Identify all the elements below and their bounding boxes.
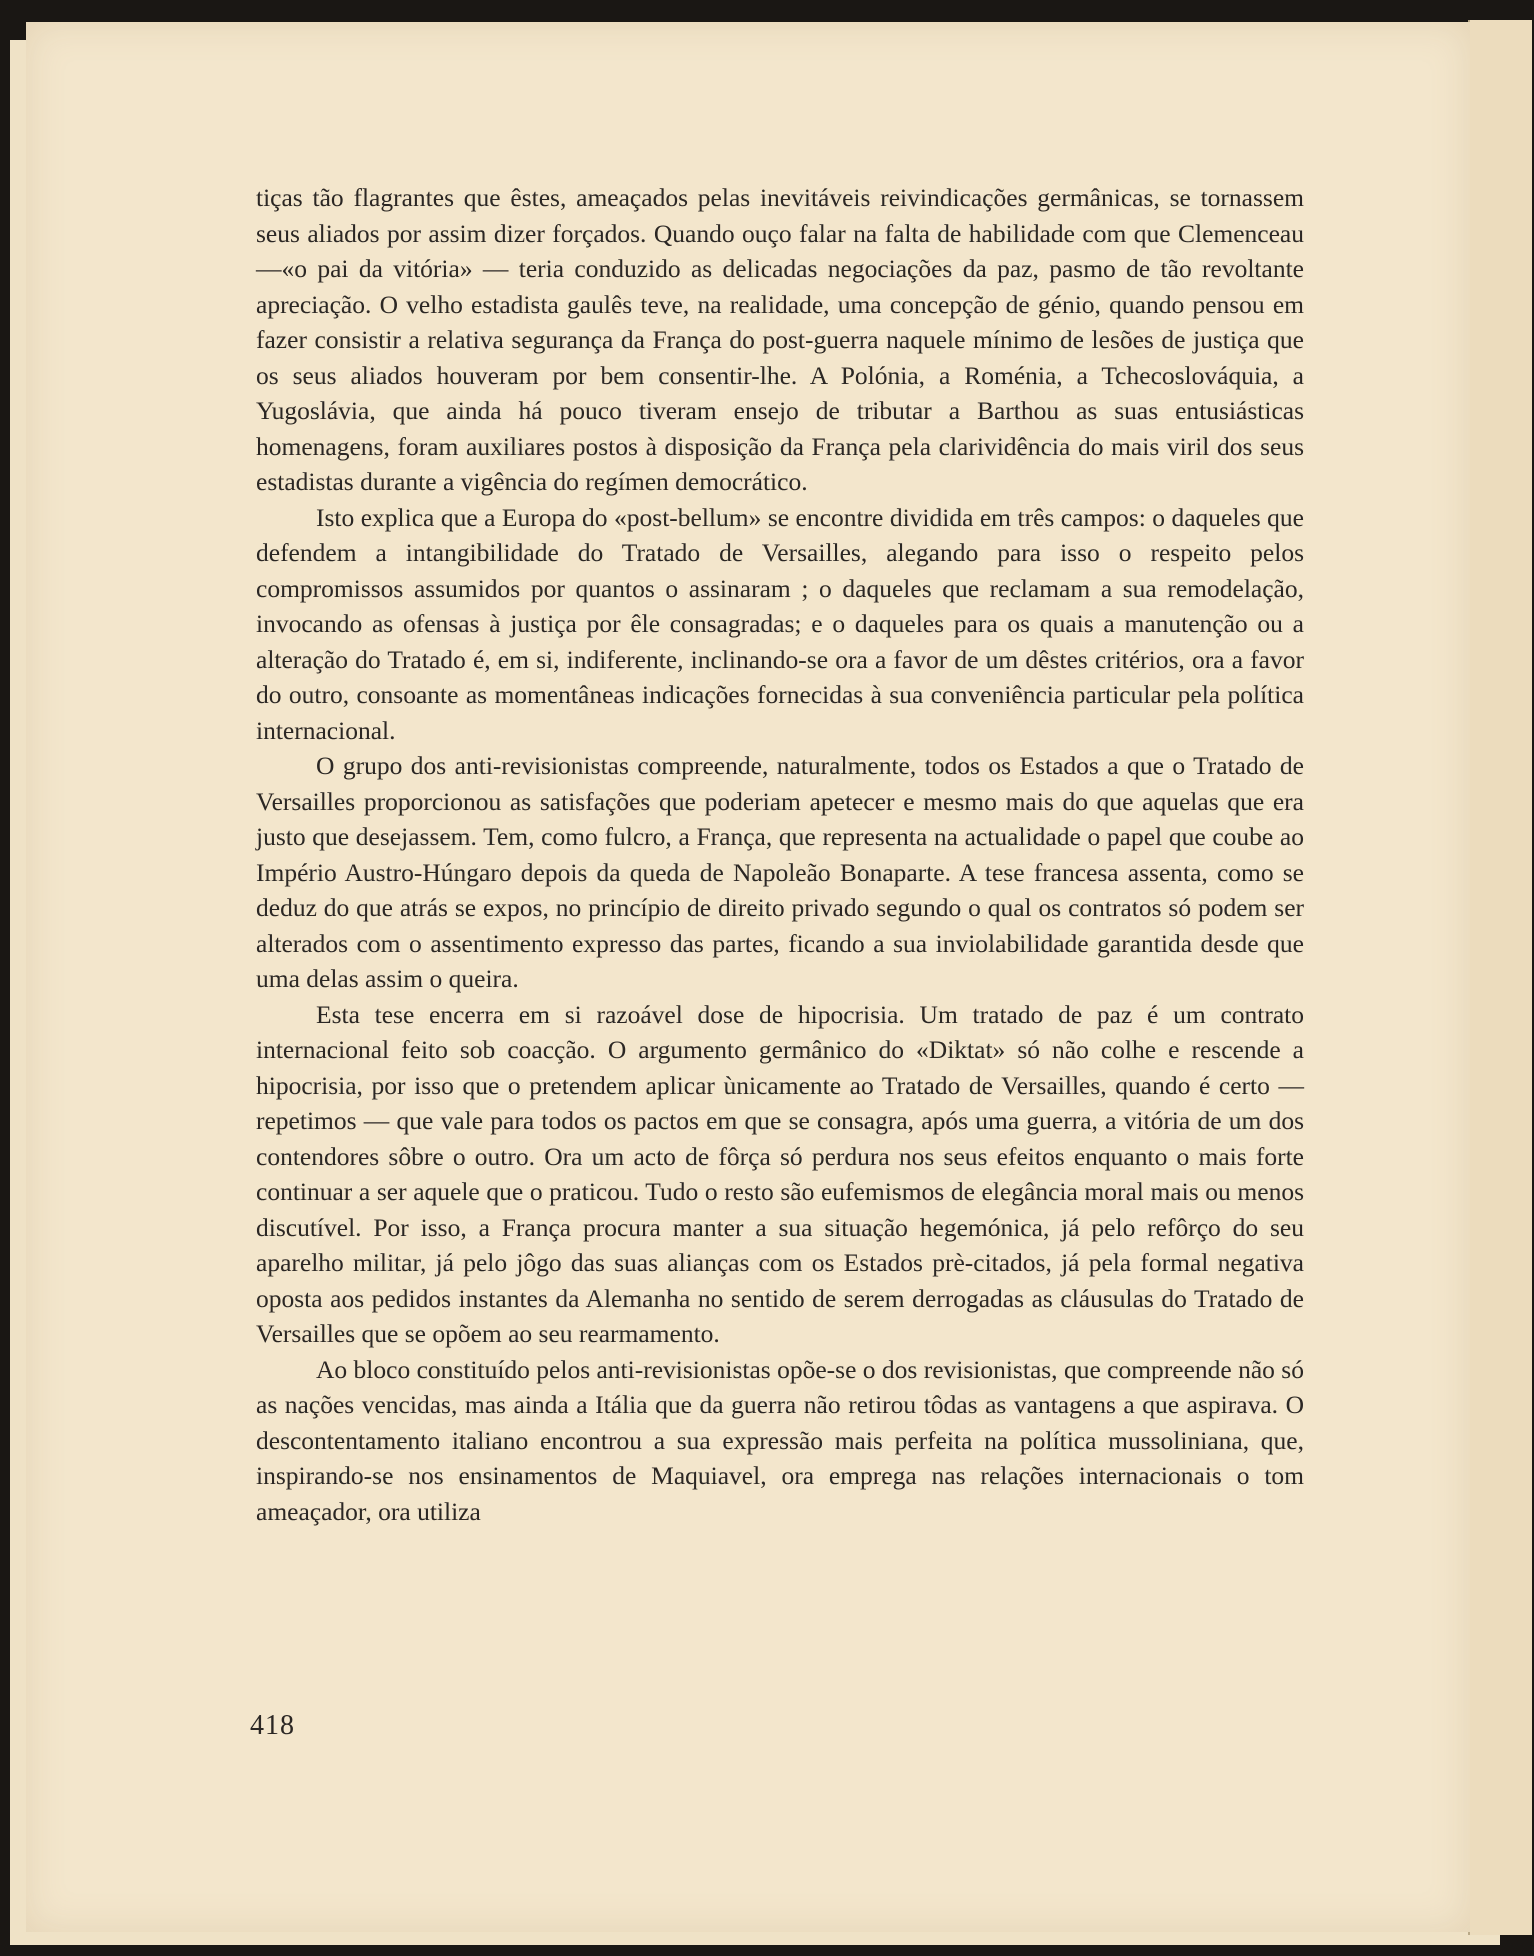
- paragraph-3: O grupo dos anti-revisionistas compreende, naturalmente, todos os Estados a que o Tratado de Versailles proporcionou as satisfações que poderiam apetecer e mesmo mais do que aquelas que era justo que desejassem. Tem, como fulcro, a França, que representa na actualidade o papel que coube ao Império Austro-Húngaro depois da queda de Napoleão Bonaparte. A tese francesa assenta, como se deduz do que atrás se expos, no princípio de direito privado segundo o qual os contratos só podem ser alterados com o assentimento expresso das partes, ficando a sua inviolabilidade garantida desde que uma delas assim o queira.: [256, 751, 1304, 993]
- page-right-edge: [1468, 20, 1532, 1935]
- paragraph-2: Isto explica que a Europa do «post-bellum» se encontre dividida em três campos: o daqueles que defendem a intangibilidade do Tratado de Versailles, alegando para isso o respeito pelos compromissos assumidos por quantos o assinaram ; o daqueles que reclamam a sua remodelação, invocando as ofensas à justiça por êle consagradas; e o daqueles para os quais a manutenção ou a alteração do Tratado é, em si, indiferente, inclinando-se ora a favor de um dêstes critérios, ora a favor do outro, consoante as momentâneas indicações fornecidas à sua conveniência particular pela política internacional.: [256, 502, 1304, 745]
- paragraph-5: Ao bloco constituído pelos anti-revisionistas opõe-se o dos revisionistas, que compreende não só as nações vencidas, mas ainda a Itália que da guerra não retirou tôdas as vantagens a que aspirava. O descontentamento italiano encontrou a sua expressão mais perfeita na política mussoliniana, que, inspirando-se nos ensinamentos de Maquiavel, ora emprega nas relações internacionais o tom ameaçador, ora utiliza: [256, 1354, 1304, 1526]
- paragraph-1: tiças tão flagrantes que êstes, ameaçados pelas inevitáveis reivindicações germânicas, se tornassem seus aliados por assim dizer forçados. Quando ouço falar na falta de habilidade com que Clemenceau—«o pai da vitória» — teria conduzido as delicadas negociações da paz, pasmo de tão revoltante apreciação. O velho estadista gaulês teve, na realidade, uma concepção de génio, quando pensou em fazer consistir a relativa segurança da França do post-guerra naquele mínimo de lesões de justiça que os seus aliados houveram por bem consentir-lhe. A Polónia, a Roménia, a Tchecoslováquia, a Yugoslávia, que ainda há pouco tiveram ensejo de tributar a Barthou as suas entusiásticas homenagens, foram auxiliares postos à disposição da França pela clarividência do mais viril dos seus estadistas durante a vigência do regímen democrático.: [256, 183, 1304, 496]
- body-text: [256, 180, 1304, 1529]
- paragraph-4: Esta tese encerra em si razoável dose de hipocrisia. Um tratado de paz é um contrato internacional feito sob coacção. O argumento germânico do «Diktat» só não colhe e rescende a hipocrisia, por isso que o pretendem aplicar ùnicamente ao Tratado de Versailles, quando é certo — repetimos — que vale para todos os pactos em que se consagra, após uma guerra, a vitória de um dos contendores sôbre o outro. Ora um acto de fôrça só perdura nos seus efeitos enquanto o mais forte continuar a ser aquele que o praticou. Tudo o resto são eufemismos de elegância moral mais ou menos discutível. Por isso, a França procura manter a sua situação hegemónica, já pelo refôrço do seu aparelho militar, já pelo jôgo das suas alianças com os Estados prè-citados, já pela formal negativa oposta aos pedidos instantes da Alemanha no sentido de serem derrogadas as cláusulas do Tratado de Versailles que se opõem ao seu rearmamento.: [256, 999, 1304, 1348]
- page-number: 418: [250, 1710, 295, 1741]
